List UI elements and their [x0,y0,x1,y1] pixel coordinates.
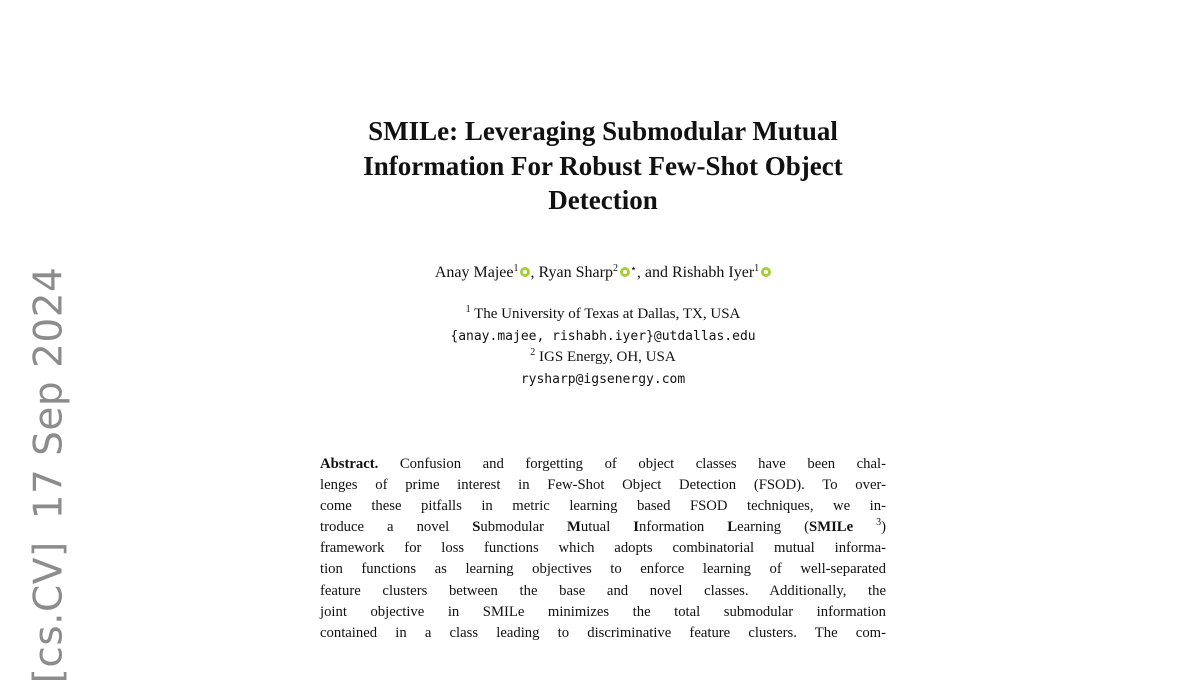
abstract-text: ubmodular [480,519,568,536]
abstract-line: lenges of prime interest in Few-Shot Object Detection (FSOD). To over- [320,477,886,494]
footnote-ref[interactable]: 3 [876,517,882,529]
affiliation-name: The University of Texas at Dallas, TX, USA [474,306,741,322]
abstract-line: joint objective in SMILe minimizes the total submodular information [320,603,886,620]
abstract-label: Abstract. [320,456,379,472]
orcid-icon[interactable] [761,267,771,277]
author-mark: ⋆ [629,263,637,275]
arxiv-margin-stamp [27,267,72,683]
author-name: Rishabh Iyer [671,264,755,281]
title-line: SMILe: Leveraging Submodular Mutual [368,116,838,146]
affiliation-email: {anay.majee, rishabh.iyer}@utdallas.edu [450,328,756,344]
title-line: Information For Robust Few-Shot Object [363,150,843,181]
abstract-line: framework for loss functions which adopts combinatorial mutual informa- [320,540,886,557]
author-separator: , and [636,264,672,281]
author-name: Anay Majee [434,264,514,281]
acronym-letter: I [633,519,639,536]
abstract-line: feature clusters between the base and novel classes. Additionally, the [320,582,886,599]
author-affil-ref: 2 [612,263,618,274]
acronym-letter: M [567,519,581,536]
author-name: Ryan Sharp [538,264,613,281]
author-separator: , [530,264,539,281]
abstract [320,454,886,644]
abstract-text: Confusion and forgetting of object classes have been chal- [399,456,886,472]
abstract-text: troduce a novel [320,519,473,536]
affiliation-line [300,304,906,326]
acronym-letter: L [727,519,738,536]
abstract-line: contained in a class leading to discriminative feature clusters. The com- [320,624,886,641]
abstract-line [320,517,886,538]
author-affil-ref: 1 [754,263,760,274]
author-list [300,262,906,284]
abstract-text: nformation [639,519,728,536]
author-affil-ref: 1 [513,263,519,274]
abstract-text: utual [580,519,634,536]
arxiv-date: 17 Sep 2024 [26,266,72,520]
affiliation-number: 1 [465,304,471,315]
affiliation-line [300,347,906,369]
acronym-letter: S [472,519,481,536]
affiliation-name: IGS Energy, OH, USA [539,349,676,365]
orcid-icon[interactable] [520,267,530,277]
paper-title [300,114,906,218]
abstract-line: tion functions as learning objectives to enforce learning of well-separated [320,561,886,578]
affiliation-email: rysharp@igsenergy.com [520,371,686,387]
title-line: Detection [548,185,658,215]
orcid-icon[interactable] [620,267,630,277]
abstract-text: earning ( [737,519,810,536]
abstract-line: come these pitfalls in metric learning based FSOD techniques, we in- [320,498,886,515]
arxiv-category: [cs.CV] [26,541,72,683]
affiliations [300,304,906,390]
acronym-smile: SMILe [809,519,854,536]
affiliation-number: 2 [530,347,536,358]
abstract-text: ) [881,519,887,536]
abstract-line [320,454,886,475]
